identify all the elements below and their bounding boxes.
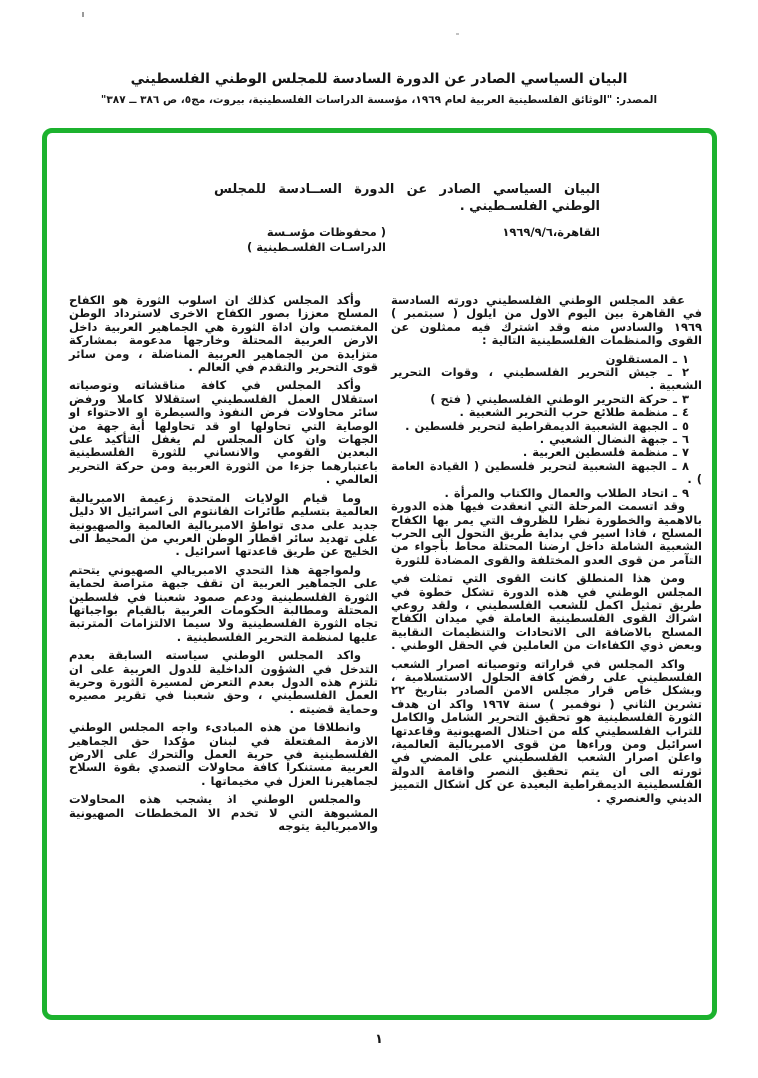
- document-title-line1: البيان السياسي الصادر عن الدورة الســادسة للمجلس: [214, 182, 600, 197]
- document-title: [214, 181, 600, 215]
- page-header: [0, 70, 758, 107]
- document-title-line2: الوطني الفلسـطيني .: [459, 199, 600, 214]
- dateline: القاهرة،١٩٦٩/٩/٦: [502, 225, 600, 239]
- paragraph: وانطلاقا من هذه المبادىء واجه المجلس الوطني الازمة المفتعلة في لبنان مؤكدا حق الجماهير الفلسطينية في حرية العمل والتحرك على الارض العربية مستنكرا كافة محاولات التصدي بقوة السلاح لجماهيرنا العزل في مخيماتها .: [69, 720, 378, 788]
- list-item: ٤ ـ منظمة طلائع حرب التحرير الشعبية .: [459, 405, 689, 420]
- paragraph: عقد المجلس الوطني الفلسطيني دورته السادسة في القاهرة بين اليوم الاول من ايلول ( سبتمبر ) ١٩٦٩ والسادس منه وقد اشترك فيه ممثلون عن القوى والمنظمات الفلسطينية التالية :: [391, 293, 702, 348]
- list-item: ٦ ـ جبهة النضال الشعبي .: [539, 432, 689, 447]
- list-item: ١ ـ المستقلون: [605, 351, 689, 366]
- list-item: ٧ ـ منظمة فلسطين العربية .: [522, 445, 689, 460]
- list-item: ٥ ـ الجبهة الشعبية الديمقراطية لتحرير فلسطين .: [405, 418, 689, 433]
- paragraph: والمجلس الوطني اذ يشجب هذه المحاولات المشبوهة التي لا تخدم الا المخططات الصهيونية والامبريالية يتوجه: [69, 792, 378, 834]
- paragraph: واكد المجلس في قراراته وتوصياته اصرار الشعب الفلسطيني على رفض كافة الحلول الاستسلامية ، وبشكل خاص قرار مجلس الامن الصادر بتاريخ ٢٢ تشرين الثاني ( نوفمبر ) سنة ١٩٦٧ واكد ان هدف الثورة الفلسطينية هو تحقيق التحرير الشامل والكامل للتراب الفلسطيني كله من احتلال الصهيونية وقاعدتها اسرائيل ومن وراءها من قوى الامبريالية العالمية، واعلن اصرار الشعب الفلسطيني على المضي في ثورته الى ان يتم تحقيق النصر واقامة الدولة الفلسطينية الديمقراطية البعيدة عن كل اشكال التمييز الديني والعنصري .: [391, 656, 702, 805]
- left-column: [69, 294, 378, 838]
- archive-note: ( محفوظات مؤسـسة الدراسـات الفلسـطينية ): [247, 225, 386, 254]
- page-number: ١: [375, 1032, 383, 1047]
- paragraph: وأكد المجلس في كافة مناقشاته وتوصياته استقلال العمل الفلسطيني استقلالا كاملا ورفض سائر محاولات فرض النفوذ والسيطرة او الاحتواء او الوصاية التي تحاولها او قد تحاولها أية جهة من الجهات وان كان المجلس لم يغفل التأكيد على البعدين القومي والانساني للثورة الفلسطينية باعتبارهما جزءا من الثورة العربية ومن حركة التحرير العالمي .: [69, 378, 378, 487]
- list-item: ٢ ـ جيش التحرير الفلسطيني ، وقوات التحرير الشعبية .: [391, 365, 702, 393]
- document-frame: [42, 128, 717, 1020]
- paragraph: ومن هذا المنطلق كانت القوى التي تمثلت في المجلس الوطني في هذه الدورة تشكل خطوة في طريق تمثيل اكمل للشعب الفلسطيني ، ولقد روعي اشراك القوى الفلسطينية العاملة في ميدان الكفاح المسلح بالاضافة الى الاتحادات والتنظيمات النقابية وبعض ذوي الكفاءات من العاملين في الحقل الوطني .: [391, 571, 702, 653]
- paragraph: وما قيام الولايات المتحدة زعيمة الامبريالية العالمية بتسليم طائرات الفانتوم الى اسرائيل الا دليل جديد على مدى تواطؤ الامبريالية العالمية والصهيونية على تهديد سائر اقطار الوطن العربي من المحيط الى الخليج عن طريق قاعدتها اسرائيل .: [69, 490, 378, 559]
- paragraph: ولمواجهة هذا التحدي الامبريالي الصهيوني يتحتم على الجماهير العربية ان تقف جبهة متراصة لحماية الثورة الفلسطينية ودعم صمود شعبنا في فلسطين المحتلة ومطالبة الحكومات العربية بالقيام بواجباتها تجاه الثورة الفلسطينية ولا سيما الالتزامات المترتبة عليها لمنظمة التحرير الفلسطينية .: [69, 562, 378, 644]
- page-title: البيان السياسي الصادر عن الدورة السادسة للمجلس الوطني الفلسطيني: [130, 71, 628, 87]
- paragraph: وأكد المجلس كذلك ان اسلوب الثورة هو الكفاح المسلح معززا بصور الكفاح الاخرى لاسترداد الوطن المغتصب وان اداة الثورة هي الجماهير العربية داخل الارض العربية المحتلة وخارجها مدعومة بمشاركة متزايدة من الجماهير العربية المناضلة ، ومن سائر قوى التحرير والتقدم في العالم .: [69, 293, 378, 375]
- right-column: [391, 294, 702, 810]
- scan-artifact: [82, 12, 84, 17]
- scan-artifact: [456, 33, 459, 35]
- paragraph: وقد اتسمت المرحلة التي انعقدت فيها هذه الدورة بالاهمية والخطورة نظرا للظروف التي يمر بها الكفاح المسلح ، فاذا اسير في بداية طريق التحول الى الحرب الشعبية الشاملة داخل ارضنا المحتلة محاط بأجواء من التآمر من قوى العدو المختلفة والقوى المضادة للثورة: [391, 499, 702, 567]
- list-item: ٩ ـ اتحاد الطلاب والعمال والكتاب والمرأة .: [444, 485, 689, 500]
- paragraph: واكد المجلس الوطني سياسته السابقة بعدم التدخل في الشؤون الداخلية للدول العربية على ان تلتزم هذه الدول بعدم التعرض لمسيرة الثورة وحرية العمل الفلسطيني ، وحق شعبنا في تقرير مصيره وحماية قضيته .: [69, 648, 378, 716]
- dateline-row: [214, 225, 600, 255]
- source-citation: المصدر: "الوثائق الفلسطينية العربية لعام ١٩٦٩، مؤسسة الدراسات الفلسطينية، بيروت، مج٥، ص ٣٨٦ ــ ٣٨٧": [100, 94, 658, 106]
- list-item: ٨ ـ الجبهة الشعبية لتحرير فلسطين ( القيادة العامة ) .: [391, 458, 702, 487]
- list-item: ٣ ـ حركة التحرير الوطني الفلسطيني ( فتح ): [430, 391, 689, 406]
